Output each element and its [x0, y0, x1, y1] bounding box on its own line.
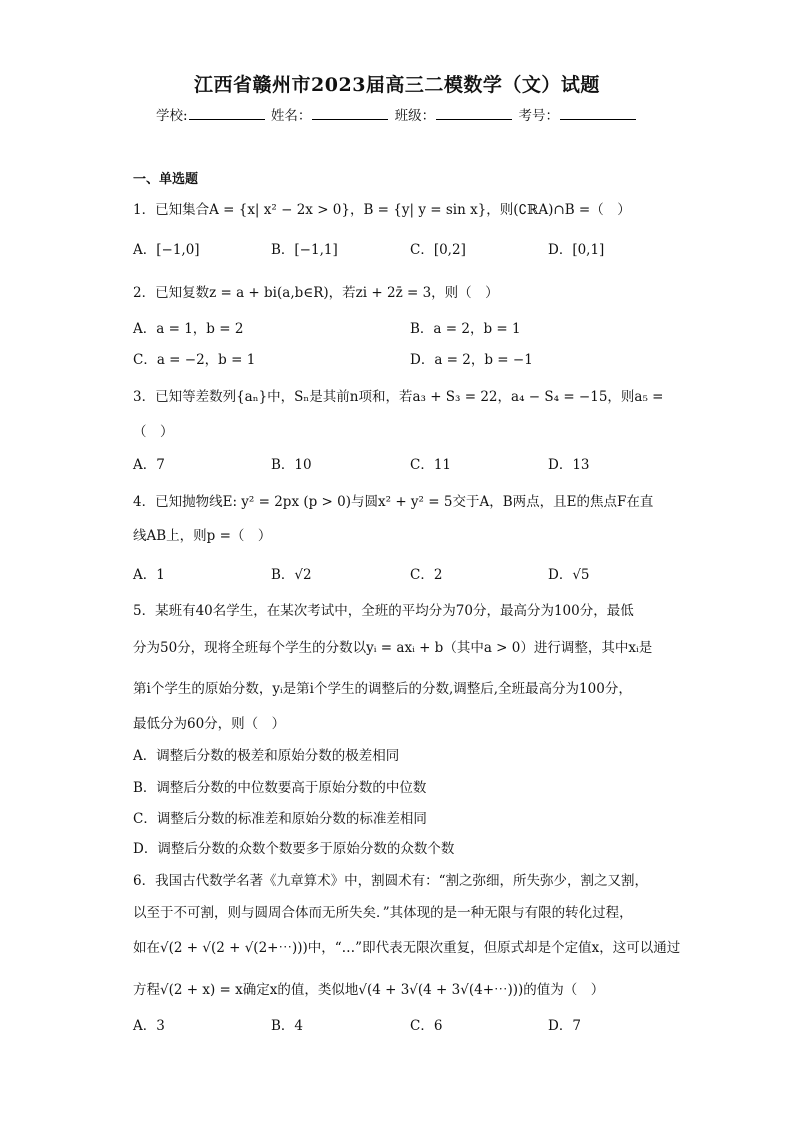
question-4-option-d: D．√5	[548, 567, 590, 583]
question-6-stem-line-2: 以至于不可割，则与圆周合体而无所失矣．”其体现的是一种无限与有限的转化过程，	[133, 905, 633, 921]
question-3-option-b: B．10	[271, 457, 312, 473]
question-5-option-a: A．调整后分数的极差和原始分数的极差相同	[133, 748, 400, 764]
name-blank	[312, 107, 388, 120]
question-1-stem: 1．已知集合A = {x| x² − 2x > 0}，B = {y| y = sin x}，则(∁ℝA)∩B =（ ）	[133, 202, 631, 218]
question-6-option-d: D．7	[548, 1018, 581, 1034]
question-5-stem-line-1: 5．某班有40名学生，在某次考试中，全班的平均分为70分，最高分为100分，最低	[133, 603, 634, 619]
question-2-option-a: A．a = 1，b = 2	[133, 321, 244, 337]
question-5-option-b: B．调整后分数的中位数要高于原始分数的中位数	[133, 780, 427, 796]
question-6-option-a: A．3	[133, 1018, 165, 1034]
number-blank	[560, 107, 636, 120]
question-6-stem-line-3: 如在√(2 + √(2 + √(2+⋯)))中，“…”即代表无限次重复，但原式却是个定值x，这可以通过	[133, 940, 681, 956]
section-heading: 一、单选题	[133, 172, 199, 187]
class-blank	[436, 107, 512, 120]
question-4-option-a: A．1	[133, 567, 165, 583]
question-6-stem-line-1: 6．我国古代数学名著《九章算术》中，割圆术有：“割之弥细，所失弥少，割之又割，	[133, 873, 648, 889]
question-6-option-c: C．6	[410, 1018, 443, 1034]
question-2-stem: 2．已知复数z = a + bi(a,b∈R)，若zi + 2z̄ = 3，则（ ）	[133, 285, 499, 301]
question-3-option-d: D．13	[548, 457, 590, 473]
question-4-stem-line-2: 线AB上，则p =（ ）	[133, 528, 272, 544]
question-4-stem-line-1: 4．已知抛物线E: y² = 2px (p > 0)与圆x² + y² = 5交于A，B两点，且E的焦点F在直	[133, 494, 654, 510]
question-3-stem-line-2: （ ）	[133, 424, 174, 440]
question-5-option-c: C．调整后分数的标准差和原始分数的标准差相同	[133, 811, 427, 827]
number-label: 考号：	[518, 108, 559, 124]
question-3-option-c: C．11	[410, 457, 452, 473]
question-1-option-a: A．[−1,0]	[133, 242, 200, 258]
question-5-option-d: D．调整后分数的众数个数要多于原始分数的众数个数	[133, 841, 455, 857]
question-3-stem-line-1: 3．已知等差数列{aₙ}中，Sₙ是其前n项和，若a₃ + S₃ = 22，a₄ − S₄ = −15，则a₅ =	[133, 389, 664, 405]
question-3-option-a: A．7	[133, 457, 165, 473]
question-4-option-c: C．2	[410, 567, 443, 583]
school-blank	[189, 107, 265, 120]
class-label: 班级：	[394, 108, 436, 124]
question-6-stem-line-4: 方程√(2 + x) = x确定x的值，类似地√(4 + 3√(4 + 3√(4+⋯)))的值为（ ）	[133, 982, 605, 998]
question-2-option-d: D．a = 2，b = −1	[410, 352, 533, 368]
school-label: 学校:	[156, 108, 188, 124]
page-title: 江西省赣州市2023届高三二模数学（文）试题	[194, 74, 600, 96]
question-5-stem-line-2: 分为50分，现将全班每个学生的分数以yᵢ = axᵢ + b（其中a > 0）进行调整，其中xᵢ是	[133, 640, 653, 656]
question-1-option-b: B．[−1,1]	[271, 242, 338, 258]
question-6-option-b: B．4	[271, 1018, 304, 1034]
question-4-option-b: B．√2	[271, 567, 312, 583]
question-5-stem-line-3: 第i个学生的原始分数，yᵢ是第i个学生的调整后的分数,调整后,全班最高分为100分，	[133, 681, 632, 697]
question-5-stem-line-4: 最低分为60分，则（ ）	[133, 716, 286, 732]
question-1-option-c: C．[0,2]	[410, 242, 466, 258]
question-2-option-b: B．a = 2，b = 1	[410, 321, 521, 337]
name-label: 姓名：	[270, 108, 312, 124]
question-1-option-d: D．[0,1]	[548, 242, 605, 258]
student-info-row	[0, 104, 794, 124]
question-2-option-c: C．a = −2，b = 1	[133, 352, 256, 368]
